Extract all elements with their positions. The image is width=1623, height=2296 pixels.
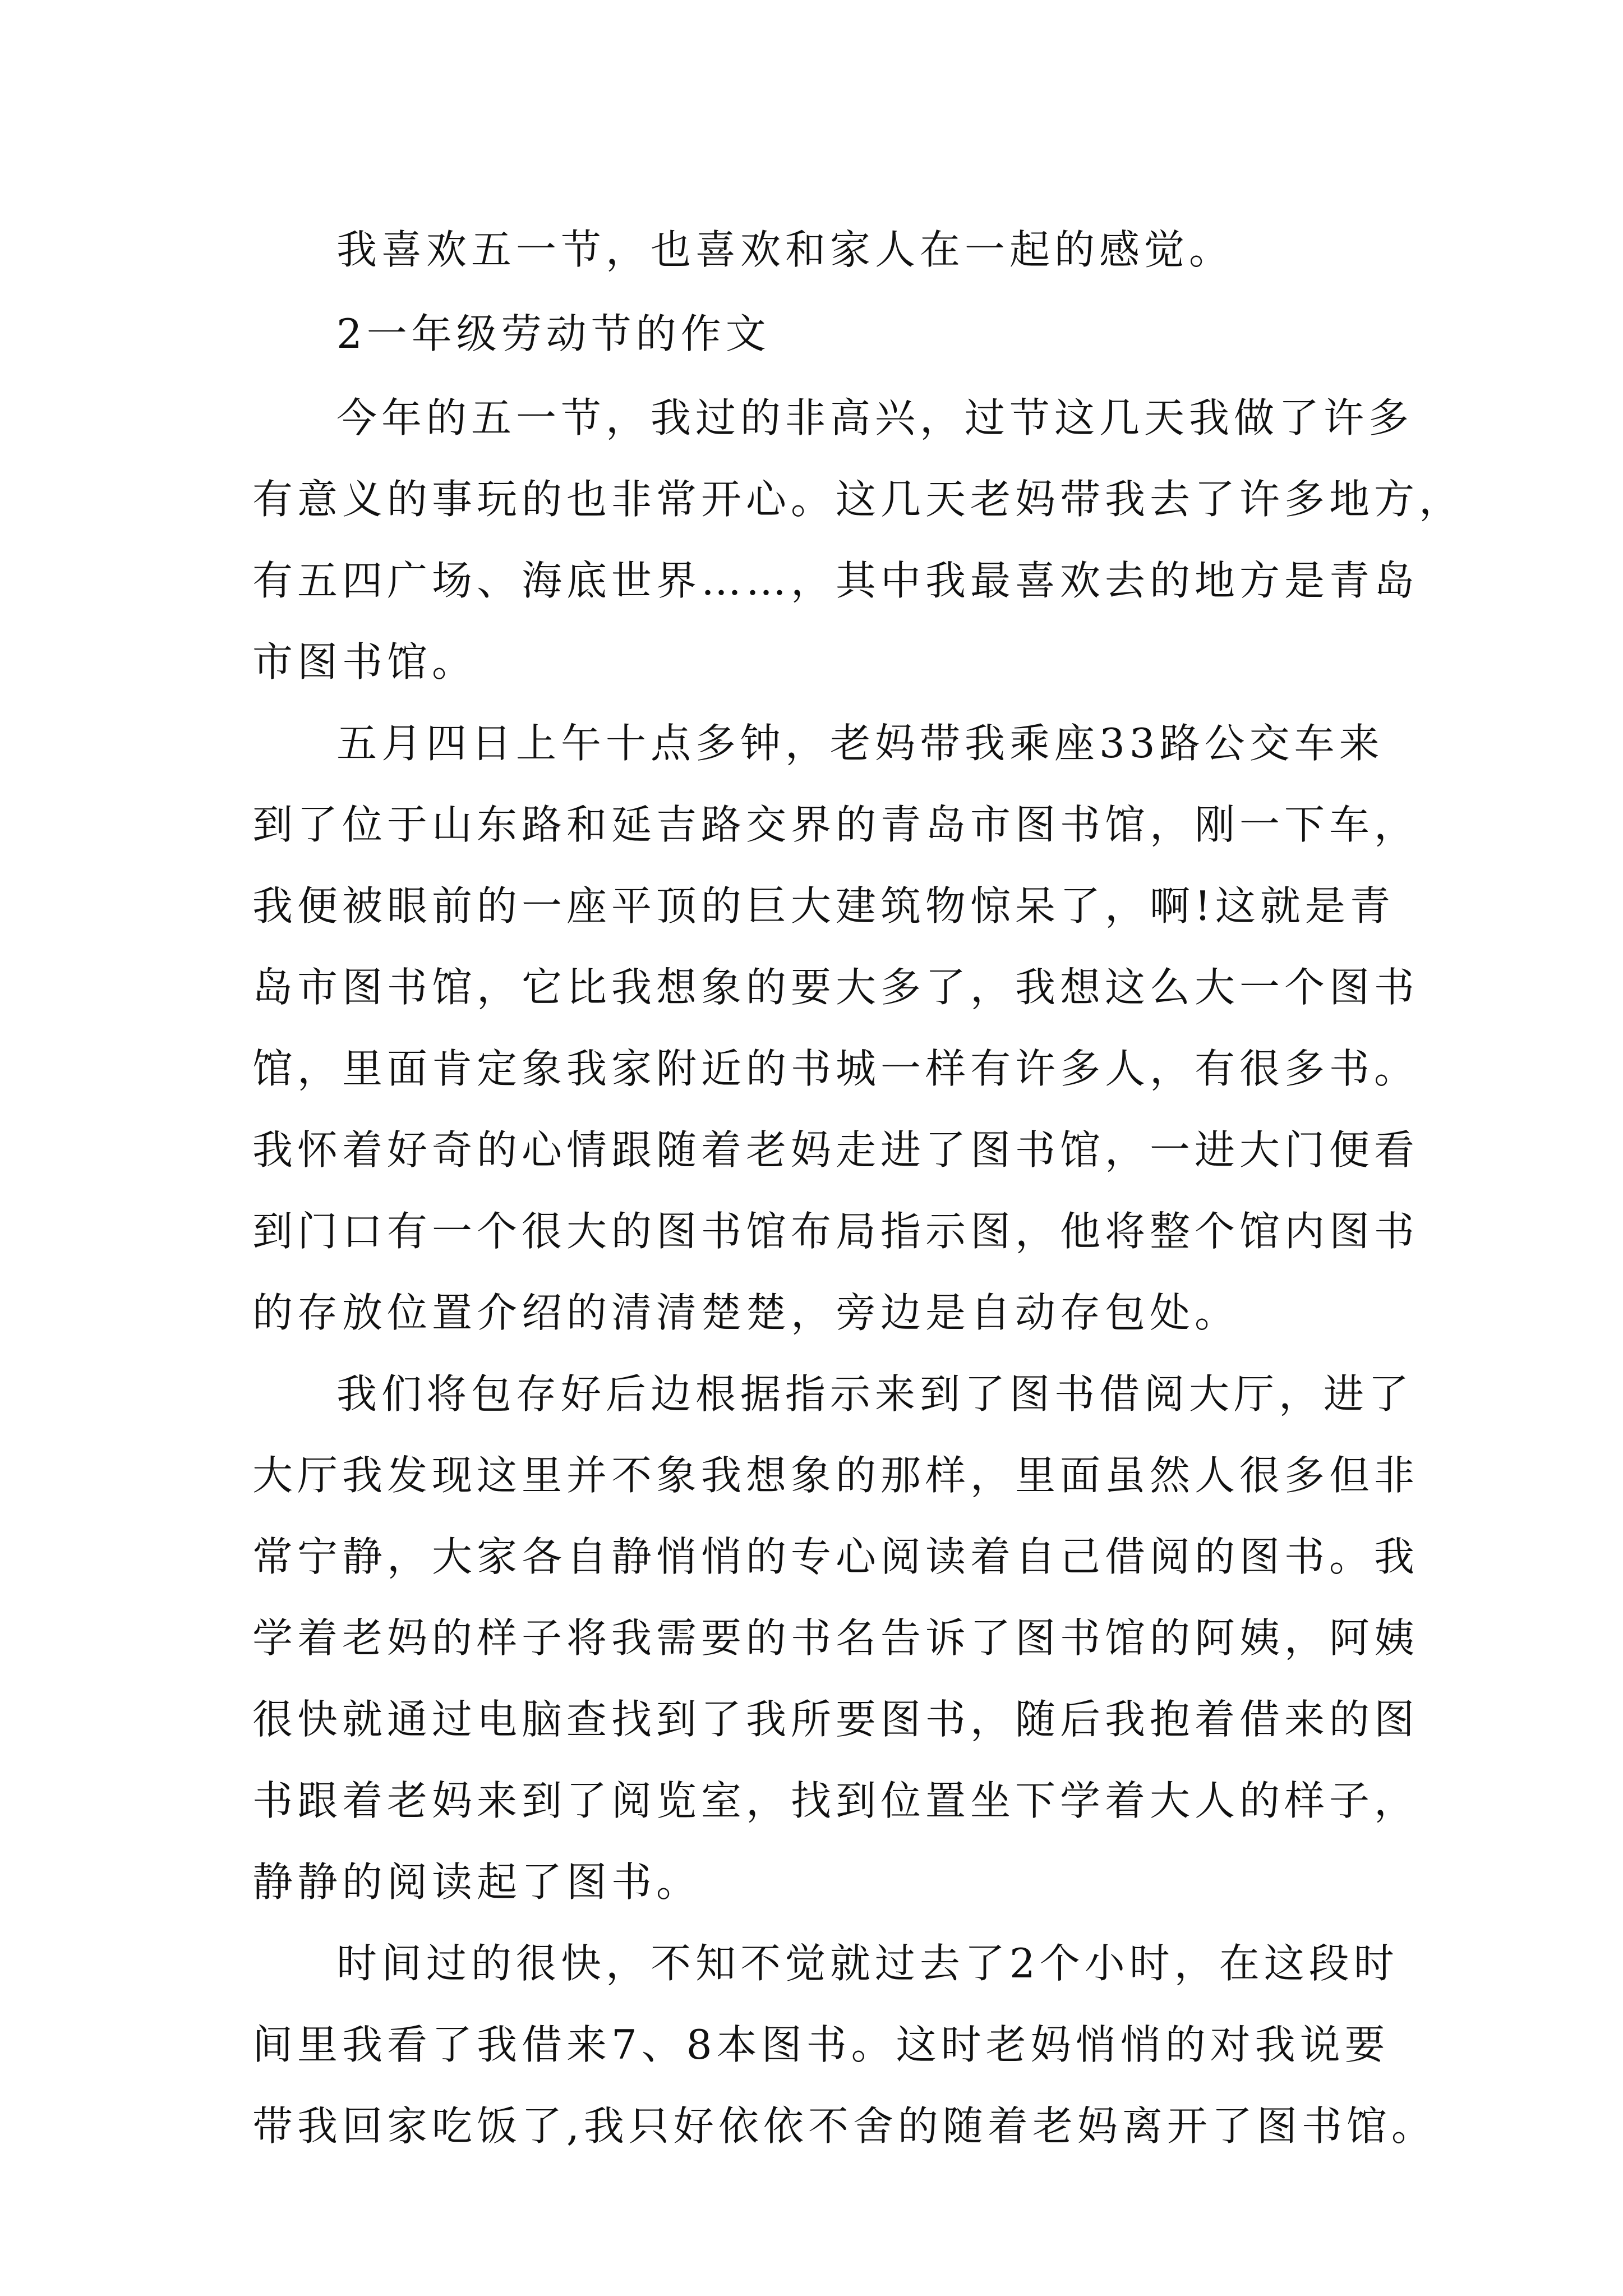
text-line: 馆，里面肯定象我家附近的书城一样有许多人，有很多书。: [252, 1045, 1419, 1092]
text-line: 到门口有一个很大的图书馆布局指示图，他将整个馆内图书: [252, 1208, 1419, 1255]
text-line: 带我回家吃饭了,我只好依依不舍的随着老妈离开了图书馆。: [252, 2102, 1436, 2150]
text-line: 我怀着好奇的心情跟随着老妈走进了图书馆，一进大门便看: [252, 1126, 1419, 1174]
text-line: 常宁静，大家各自静悄悄的专心阅读着自己借阅的图书。我: [252, 1533, 1419, 1580]
text-line: 我们将包存好后边根据指示来到了图书借阅大厅，进了: [336, 1370, 1414, 1418]
text-line: 市图书馆。: [252, 638, 477, 685]
text-line: 有意义的事玩的也非常开心。这几天老妈带我去了许多地方，: [252, 476, 1464, 523]
text-line: 有五四广场、海底世界……，其中我最喜欢去的地方是青岛: [252, 557, 1419, 604]
text-line: 很快就通过电脑查找到了我所要图书，随后我抱着借来的图: [252, 1696, 1419, 1743]
text-line: 五月四日上午十点多钟，老妈带我乘座33路公交车来: [336, 720, 1384, 767]
text-line: 岛市图书馆，它比我想象的要大多了，我想这么大一个图书: [252, 964, 1419, 1011]
text-line: 大厅我发现这里并不象我想象的那样，里面虽然人很多但非: [252, 1452, 1419, 1499]
text-line: 的存放位置介绍的清清楚楚，旁边是自动存包处。: [252, 1289, 1240, 1336]
text-line: 间里我看了我借来7、8本图书。这时老妈悄悄的对我说要: [252, 2021, 1390, 2068]
text-line: 学着老妈的样子将我需要的书名告诉了图书馆的阿姨，阿姨: [252, 1614, 1419, 1662]
text-line: 静静的阅读起了图书。: [252, 1858, 702, 1906]
text-line: 到了位于山东路和延吉路交界的青岛市图书馆，刚一下车，: [252, 801, 1419, 848]
section-heading: 2一年级劳动节的作文: [336, 310, 771, 357]
text-line: 时间过的很快，不知不觉就过去了2个小时，在这段时: [336, 1940, 1399, 1987]
text-line: 今年的五一节，我过的非高兴，过节这几天我做了许多: [336, 394, 1414, 441]
text-line: 书跟着老妈来到了阅览室，找到位置坐下学着大人的样子，: [252, 1777, 1419, 1824]
text-line: 我便被眼前的一座平顶的巨大建筑物惊呆了，啊!这就是青: [252, 882, 1395, 930]
text-line: 我喜欢五一节，也喜欢和家人在一起的感觉。: [336, 226, 1234, 273]
